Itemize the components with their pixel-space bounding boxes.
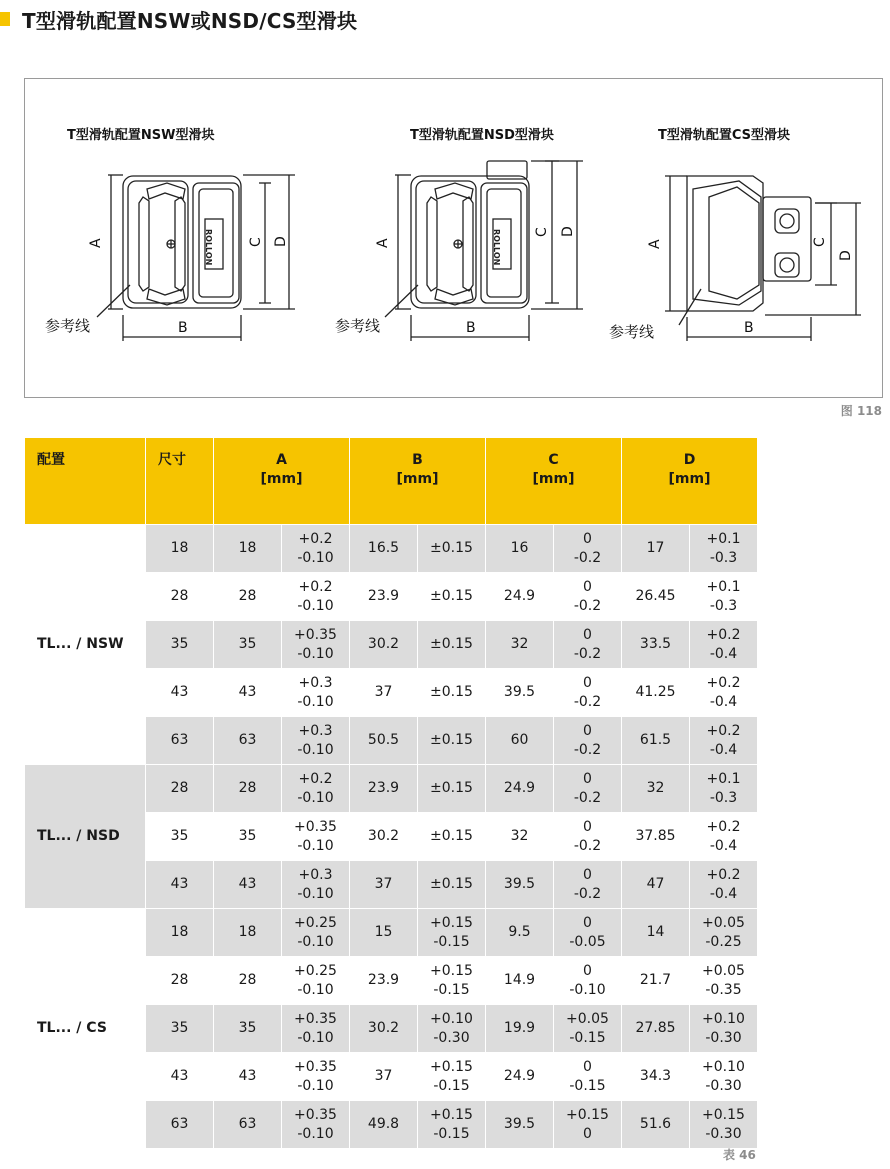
a-value-cell: 28 [214,573,282,621]
b-value-cell: 23.9 [350,957,418,1005]
size-cell: 35 [146,813,214,861]
c-value-cell: 24.9 [486,573,554,621]
b-tolerance-cell: ±0.15 [418,669,486,717]
c-tolerance-cell: 0 -0.2 [554,525,622,573]
config-cell: TL... / NSW [25,525,146,765]
a-value-cell: 43 [214,669,282,717]
nsw-diagram [45,127,295,341]
d-value-cell: 21.7 [622,957,690,1005]
b-value-cell: 30.2 [350,1005,418,1053]
c-value-cell: 39.5 [486,1101,554,1149]
a-value-cell: 28 [214,957,282,1005]
b-tolerance-cell: ±0.15 [418,525,486,573]
size-cell: 43 [146,1053,214,1101]
config-cell: TL... / CS [25,909,146,1149]
size-cell: 28 [146,957,214,1005]
size-cell: 18 [146,525,214,573]
size-cell: 28 [146,765,214,813]
size-cell: 28 [146,573,214,621]
b-value-cell: 37 [350,1053,418,1101]
size-cell: 35 [146,621,214,669]
d-value-cell: 37.85 [622,813,690,861]
c-value-cell: 16 [486,525,554,573]
size-cell: 63 [146,1101,214,1149]
page-header [0,5,357,33]
table-row [25,765,758,813]
d-tolerance-cell: +0.15 -0.30 [690,1101,758,1149]
c-tolerance-cell: 0 -0.2 [554,621,622,669]
cs-dim-d: D [838,250,854,261]
b-tolerance-cell: ±0.15 [418,573,486,621]
a-tolerance-cell: +0.35 -0.10 [282,621,350,669]
d-tolerance-cell: +0.05 -0.25 [690,909,758,957]
c-tolerance-cell: +0.05 -0.15 [554,1005,622,1053]
b-tolerance-cell: ±0.15 [418,765,486,813]
nsw-panel-title: T型滑轨配置NSW型滑块 [67,128,215,143]
d-value-cell: 51.6 [622,1101,690,1149]
b-value-cell: 30.2 [350,621,418,669]
c-tolerance-cell: 0 -0.2 [554,765,622,813]
figure-caption: 图 118 [840,404,882,418]
size-cell: 43 [146,669,214,717]
b-tolerance-cell: ±0.15 [418,621,486,669]
d-value-cell: 34.3 [622,1053,690,1101]
header-c: C [mm] [486,438,622,525]
a-tolerance-cell: +0.2 -0.10 [282,525,350,573]
table-header-row [25,438,758,525]
cs-diagram [609,127,861,341]
d-value-cell: 26.45 [622,573,690,621]
nsw-dim-b: B [178,320,188,336]
header-config: 配置 [25,438,146,525]
header-a: A [mm] [214,438,350,525]
c-value-cell: 60 [486,717,554,765]
b-value-cell: 16.5 [350,525,418,573]
nsd-panel-title: T型滑轨配置NSD型滑块 [410,128,554,143]
c-value-cell: 39.5 [486,861,554,909]
rail-diagrams [25,79,882,397]
b-tolerance-cell: +0.15 -0.15 [418,1053,486,1101]
d-tolerance-cell: +0.1 -0.3 [690,573,758,621]
d-tolerance-cell: +0.10 -0.30 [690,1053,758,1101]
d-value-cell: 41.25 [622,669,690,717]
cs-reference-line-label: 参考线 [609,323,655,341]
a-value-cell: 35 [214,621,282,669]
nsw-dim-a: A [88,238,104,248]
c-tolerance-cell: 0 -0.2 [554,669,622,717]
d-tolerance-cell: +0.1 -0.3 [690,525,758,573]
b-value-cell: 23.9 [350,573,418,621]
a-tolerance-cell: +0.2 -0.10 [282,765,350,813]
table-row [25,909,758,957]
nsw-reference-line-label: 参考线 [45,317,91,335]
d-value-cell: 14 [622,909,690,957]
d-tolerance-cell: +0.2 -0.4 [690,717,758,765]
c-value-cell: 24.9 [486,765,554,813]
cs-dim-a: A [647,239,663,249]
a-tolerance-cell: +0.3 -0.10 [282,861,350,909]
a-value-cell: 18 [214,525,282,573]
d-value-cell: 27.85 [622,1005,690,1053]
nsd-reference-line-label: 参考线 [335,317,381,335]
header-b: B [mm] [350,438,486,525]
a-value-cell: 18 [214,909,282,957]
c-tolerance-cell: 0 -0.2 [554,861,622,909]
c-tolerance-cell: 0 -0.15 [554,1053,622,1101]
size-cell: 18 [146,909,214,957]
a-value-cell: 63 [214,1101,282,1149]
d-tolerance-cell: +0.05 -0.35 [690,957,758,1005]
a-value-cell: 43 [214,861,282,909]
a-value-cell: 35 [214,1005,282,1053]
c-value-cell: 39.5 [486,669,554,717]
d-tolerance-cell: +0.2 -0.4 [690,669,758,717]
b-value-cell: 15 [350,909,418,957]
b-value-cell: 23.9 [350,765,418,813]
b-tolerance-cell: ±0.15 [418,861,486,909]
a-tolerance-cell: +0.35 -0.10 [282,1005,350,1053]
nsd-diagram [335,127,583,341]
d-value-cell: 61.5 [622,717,690,765]
a-tolerance-cell: +0.2 -0.10 [282,573,350,621]
size-cell: 43 [146,861,214,909]
c-tolerance-cell: +0.15 0 [554,1101,622,1149]
dimension-table [24,437,758,1149]
a-tolerance-cell: +0.25 -0.10 [282,909,350,957]
c-value-cell: 24.9 [486,1053,554,1101]
b-tolerance-cell: +0.15 -0.15 [418,957,486,1005]
table-row [25,525,758,573]
a-value-cell: 43 [214,1053,282,1101]
a-tolerance-cell: +0.3 -0.10 [282,669,350,717]
nsd-dim-a: A [375,238,391,248]
table-caption: 表 46 [723,1148,756,1162]
c-value-cell: 9.5 [486,909,554,957]
nsw-brand-label: ROLLON [204,229,213,266]
nsw-dim-c: C [248,237,264,247]
nsd-dim-d: D [560,226,576,237]
b-tolerance-cell: +0.10 -0.30 [418,1005,486,1053]
b-value-cell: 37 [350,861,418,909]
b-value-cell: 37 [350,669,418,717]
cs-panel-title: T型滑轨配置CS型滑块 [658,128,791,143]
c-value-cell: 32 [486,813,554,861]
d-tolerance-cell: +0.2 -0.4 [690,621,758,669]
c-value-cell: 19.9 [486,1005,554,1053]
nsd-dim-c: C [534,227,550,237]
nsd-brand-label: ROLLON [492,229,501,266]
size-cell: 35 [146,1005,214,1053]
a-value-cell: 35 [214,813,282,861]
c-tolerance-cell: 0 -0.10 [554,957,622,1005]
config-cell: TL... / NSD [25,765,146,909]
d-value-cell: 33.5 [622,621,690,669]
c-tolerance-cell: 0 -0.2 [554,573,622,621]
c-tolerance-cell: 0 -0.2 [554,813,622,861]
c-value-cell: 32 [486,621,554,669]
a-value-cell: 28 [214,765,282,813]
a-tolerance-cell: +0.3 -0.10 [282,717,350,765]
page-title: T型滑轨配置NSW或NSD/CS型滑块 [22,8,358,33]
b-value-cell: 50.5 [350,717,418,765]
d-tolerance-cell: +0.2 -0.4 [690,861,758,909]
b-tolerance-cell: +0.15 -0.15 [418,909,486,957]
size-cell: 63 [146,717,214,765]
c-tolerance-cell: 0 -0.2 [554,717,622,765]
figure-frame [24,78,883,398]
b-value-cell: 30.2 [350,813,418,861]
cs-dim-b: B [744,320,754,336]
d-value-cell: 17 [622,525,690,573]
b-tolerance-cell: ±0.15 [418,813,486,861]
a-tolerance-cell: +0.35 -0.10 [282,1053,350,1101]
cs-dim-c: C [812,237,828,247]
nsd-dim-b: B [466,320,476,336]
nsw-dim-d: D [273,236,289,247]
a-tolerance-cell: +0.35 -0.10 [282,813,350,861]
accent-marker [0,12,10,26]
a-tolerance-cell: +0.25 -0.10 [282,957,350,1005]
b-tolerance-cell: ±0.15 [418,717,486,765]
d-tolerance-cell: +0.2 -0.4 [690,813,758,861]
b-value-cell: 49.8 [350,1101,418,1149]
header-d: D [mm] [622,438,758,525]
c-tolerance-cell: 0 -0.05 [554,909,622,957]
header-size: 尺寸 [146,438,214,525]
a-value-cell: 63 [214,717,282,765]
c-value-cell: 14.9 [486,957,554,1005]
a-tolerance-cell: +0.35 -0.10 [282,1101,350,1149]
b-tolerance-cell: +0.15 -0.15 [418,1101,486,1149]
d-tolerance-cell: +0.10 -0.30 [690,1005,758,1053]
d-value-cell: 32 [622,765,690,813]
d-tolerance-cell: +0.1 -0.3 [690,765,758,813]
d-value-cell: 47 [622,861,690,909]
